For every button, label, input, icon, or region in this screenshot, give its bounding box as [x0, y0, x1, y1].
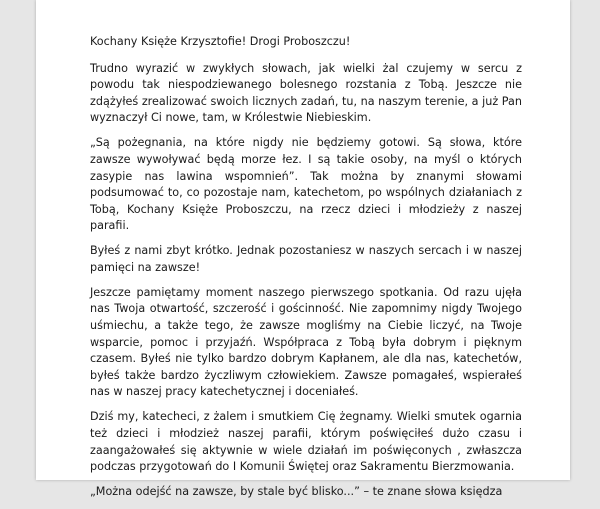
paragraph-3: Byłeś z nami zbyt krótko. Jednak pozostaniesz w naszych sercach i w naszej pamięci na zawsze!: [90, 244, 522, 274]
paragraph-5: Dziś my, katecheci, z żalem i smutkiem Cię żegnamy. Wielki smutek ogarnia też dzieci i młodzież naszej parafii, którym poświęciłeś dużo czasu i zaangażowałeś się aktywnie w wiele działań im poświęconych , zwłaszcza podczas przygotowań do I Komunii Świętej oraz Sakramentu Bierzmowania.: [90, 410, 522, 474]
paragraph-6: „Można odejść na zawsze, by stale być blisko...” – te znane słowa księdza: [90, 485, 503, 499]
paragraph-1: Trudno wyrazić w zwykłych słowach, jak wielki żal czujemy w sercu z powodu tak niespodziewanego bolesnego rozstania z Tobą. Jeszcze nie zdążyłeś zrealizować swoich licznych zadań, tu, na naszym terenie, a już Pan wyznaczył Ci nowe, tam, w Królestwie Niebieskim.: [90, 61, 522, 125]
document-page: [36, 0, 570, 499]
paragraph-4: Jeszcze pamiętamy moment naszego pierwszego spotkania. Od razu ujęła nas Twoja otwartość, szczerość i gościnność. Nie zapomnimy nigdy Twojego uśmiechu, a także tego, że zawsze mogliśmy na Ciebie liczyć, na Twoje wsparcie, pomoc i przyjaźń. Współpraca z Tobą była dobrym i pięknym czasem. Byłeś nie tylko bardzo dobrym Kapłanem, ale dla nas, katechetów, byłeś także bardzo życzliwym człowiekiem. Zawsze pomagałeś, wspierałeś nas w naszej pracy katechetycznej i doceniałeś.: [90, 285, 522, 399]
letter-salutation: Kochany Księże Krzysztofie! Drogi Proboszczu!: [90, 35, 351, 48]
paragraph-2: „Są pożegnania, na które nigdy nie będziemy gotowi. Są słowa, które zawsze wywoływać będą morze łez. I są takie osoby, na myśl o których zasypie nas lawina wspomnień”. Tak można by znanymi słowami podsumować to, co pozostaje nam, katechetom, po wspólnych działaniach z Tobą, Kochany Księże Proboszczu, na rzecz dzieci i młodzieży z naszej parafii.: [90, 136, 522, 233]
letter-body: [90, 34, 522, 509]
